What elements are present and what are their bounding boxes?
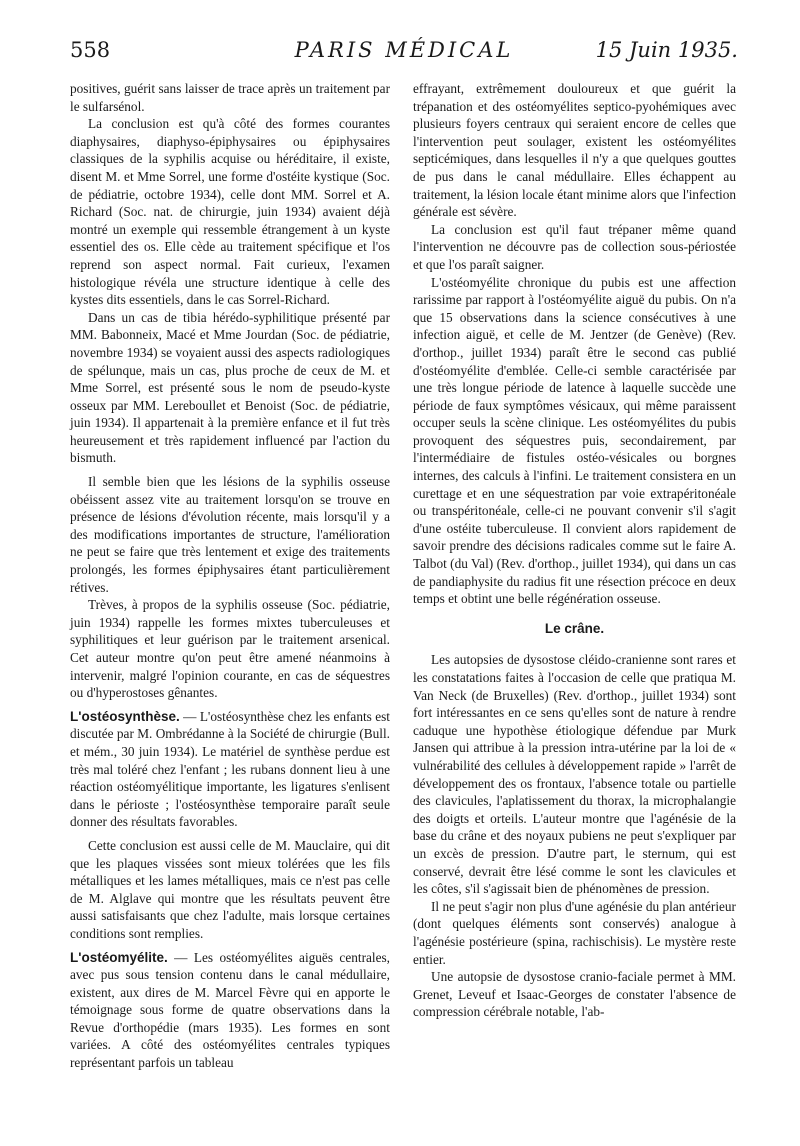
journal-title: PARIS MÉDICAL [294, 38, 514, 62]
paragraph: L'ostéosynthèse. — L'ostéosynthèse chez les enfants est discutée par M. Ombrédanne à la Société de chirurgie (Bull. et mém., 30 juin 1934). Le matériel de synthèse perdue est très mal toléré chez l'enfant ; les rubans donnent lieu à une réaction ostéomyélitique importante, les ligatures s'enlisent dans le périoste ; l'ostéosynthèse temporaire paraît seule donner des résultats favorables. [70, 708, 390, 830]
paragraph: La conclusion est qu'il faut trépaner même quand l'intervention ne découvre pas de collection sous-périostée et que l'os paraît saigner. [413, 221, 736, 272]
page-number: 558 [70, 38, 111, 62]
paragraph: Trèves, à propos de la syphilis osseuse (Soc. pédiatrie, juin 1934) rappelle les formes mixtes tuberculeuses et syphilitiques et leur guérison par le traitement arsenical. Cet auteur montre qu'on peut être amené néanmoins à intervenir, malgré l'opinion courante, en cas de séquestres ou d'hyperostoses gênantes. [70, 597, 390, 701]
paragraph: effrayant, extrêmement douloureux et que guérit la trépanation et des ostéomyélites septico-pyohémiques avec plusieurs foyers centraux qui seraient encore de celles que l'intervention peut soulager, existent les ostéomyélites septicémiques, dans lesquelles il n'y a que quelques gouttes de pus dans le canal médullaire. Elles échappent au traitement, la lésion locale étant minime alors que l'infection générale est sévère. [413, 81, 736, 220]
paragraph: L'ostéomyélite. — Les ostéomyélites aiguës centrales, avec pus sous tension contenu dans le canal médullaire, existent, aux dires de M. Marcel Fèvre qui en apporte le témoignage sous forme de quatre observations dans la Revue d'orthopédie (mars 1935). Les formes en sont variées. A côté des ostéomyélites centrales typiques représentant parfois un tableau [70, 949, 390, 1071]
paragraph: L'ostéomyélite chronique du pubis est une affection rarissime par rapport à l'ostéomyélite aiguë du pubis. On n'a que 15 observations dans la science consécutives à une infection aiguë, et celle de M. Jentzer (de Genève) (Rev. d'orthop., juillet 1934) paraît être le second cas publié d'ostéomyélite d'emblée. Celle-ci semble caractérisée par une très longue période de latence à laquelle succède une période de faux symptômes vésicaux, qui même paraissent occuper seuls la scène clinique. Les ostéomyélites du pubis provoquent des séquestres puis, secondairement, par l'intermédiaire de fistules ostéo-vésicales ou borgnes internes, des calculs à l'infini. Le traitement consistera en un curettage et en une séquestration par voie extrapéritonéale ou transpéritonéale, celle-ci ne pouvant convenir s'il s'agit d'une ostéite tuberculeuse. Il convient alors rapidement de savoir prendre des décisions radicales comme sut le faire A. Talbot (du Val) (Rev. d'orthop., juillet 1934), qui dans un cas de pandiaphysite du radius fit une résection précoce en deux temps et obtint une belle régénération osseuse. [413, 274, 736, 607]
paragraph: Cette conclusion est aussi celle de M. Mauclaire, qui dit que les plaques vissées sont mieux tolérées que les fils métalliques et les lames métalliques, mais ce n'est pas celle de M. Alglave qui montre que les résultats peuvent être aussi satisfaisants que chez l'adulte, mais lorsque certaines conditions sont remplies. [70, 837, 390, 941]
paragraph: Une autopsie de dysostose cranio-faciale permet à MM. Grenet, Leveuf et Isaac-Georges de constater l'absence de compression cérébrale notable, l'ab- [413, 969, 736, 1020]
issue-date: 15 Juin 1935. [595, 38, 738, 62]
left-column [70, 80, 390, 1072]
paragraph: Il semble bien que les lésions de la syphilis osseuse obéissent assez vite au traitement lorsqu'on se trouve en présence de lésions d'évolution récente, mais lorsqu'il y a des modifications importantes de structure, l'amélioration ne peut se faire que très lentement et exige des traitements prolongés, les formes épiphysaires étant particulièrement rétives. [70, 474, 390, 595]
paragraph: Dans un cas de tibia hérédo-syphilitique présenté par MM. Babonneix, Macé et Mme Jourdan (Soc. de pédiatrie, novembre 1934) se voyaient aussi des aspects radiologiques de spélunque, mais un cas, plus proche de ceux de M. et Mme Sorrel, est présenté sous le nom de pseudo-kyste osseux par MM. Lereboullet et Benoist (Soc. de pédiatrie, juin 1934). Il appartenait à la première enfance et il fut très heureusement et très rapidement influencé par l'action du bismuth. [70, 309, 390, 466]
run-in-heading-osteosynthese: L'ostéosynthèse. [70, 708, 180, 724]
paragraph-body: L'ostéosynthèse chez les enfants est discutée par M. Ombrédanne à la Société de chirurgie (Bull. et mém., 30 juin 1934). Le matériel de synthèse perdue est très mal toléré chez l'enfant ; les rubans donnent lieu à une réaction ostéomyélitique importante, les ligatures s'enlisent dans le périoste ; l'ostéosynthèse temporaire paraît seule donner des résultats favorables. [70, 708, 390, 830]
right-column [413, 80, 736, 1021]
paragraph: positives, guérit sans laisser de trace après un traitement par le sulfarsénol. [70, 81, 390, 114]
run-in-heading-osteomyelite: L'ostéomyélite. [70, 949, 168, 965]
paragraph: Les autopsies de dysostose cléido-cranienne sont rares et les constatations faites à l'occasion de celle que pratiqua M. Van Neck (de Bruxelles) (Rev. d'orthop., juillet 1934) sont fort intéressantes en ce sens qu'elles sont de nature à rendre caduque une hypothèse étiologique défendue par Murk Jansen qui attribue à la pression intra-utérine par la loi de « vulnérabilité des cellules à développement rapide » l'arrêt de développement des os frontaux, l'absence totale ou partielle des clavicules, l'aplatissement du thorax, la microphalangie des doigts et orteils. L'auteur montre que l'agénésie de la base du crâne et des noyaux pubiens ne peut s'expliquer par un excès de pression. D'autre part, le sternum, qui est conservé, devrait être lésé comme le sont les clavicules et les côtes, s'il s'agissait bien de phénomènes de pression. [413, 652, 736, 897]
running-header [70, 38, 738, 78]
paragraph-body: Les ostéomyélites aiguës centrales, avec pus sous tension contenu dans le canal médullaire, existent, aux dires de M. Marcel Fèvre qui en apporte le témoignage sous forme de quatre observations dans la Revue d'orthopédie (mars 1935). Les formes en sont variées. A côté des ostéomyélites centrales typiques représentant parfois un tableau [70, 949, 390, 1071]
paragraph: Il ne peut s'agir non plus d'une agénésie du plan antérieur (dont quelques éléments sont conservés) analogue à l'agénésie postérieure (spina, rachischisis). Le mystère reste entier. [413, 898, 736, 967]
section-heading: Le crâne. [544, 620, 605, 636]
paragraph: La conclusion est qu'à côté des formes courantes diaphysaires, diaphyso-épiphysaires ou épiphysaires classiques de la syphilis acquise ou héréditaire, il existe, disent M. et Mme Sorrel, une forme d'ostéite kystique (Soc. de pédiatrie, octobre 1934), celle dont MM. Sorrel et A. Richard (Soc. nat. de chirurgie, juin 1934) avaient déjà montré un exemple qui ressemble étrangement à un kyste essentiel des os. Elle cède au traitement spécifique et l'os reprend son aspect normal. Fait curieux, l'examen histologique révéla une structure identique à celle des kystes dits essentiels, dans le cas Sorrel-Richard. [70, 116, 390, 308]
